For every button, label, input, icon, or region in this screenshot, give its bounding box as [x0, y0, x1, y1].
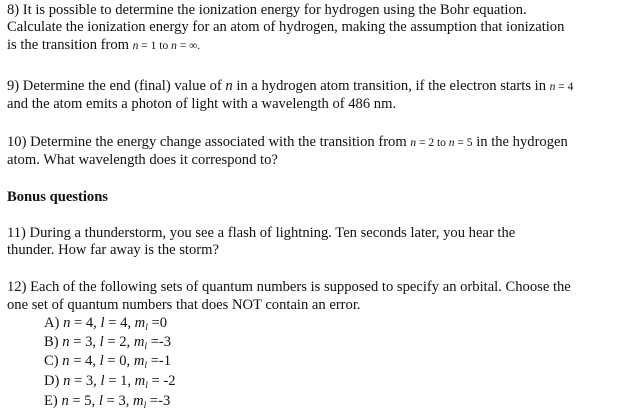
q9-text-2: and the atom emits a photon of light with a wavelength of 486 nm.: [7, 96, 397, 112]
q12-option-a: [44, 315, 167, 336]
option-m-val: =-3: [147, 334, 172, 350]
option-l-val: = 1,: [104, 373, 135, 389]
q10-eq-1: = 2 to: [416, 137, 449, 149]
q11-text-2: thunder. How far away is the storm?: [7, 242, 219, 258]
option-m-subscript: l: [145, 323, 148, 333]
q8-eq-2: = ∞.: [176, 40, 201, 52]
option-n-var: n: [63, 315, 71, 331]
q9-n-var-2: n: [549, 81, 556, 93]
option-label: E): [44, 393, 62, 409]
option-m-var: m: [133, 334, 145, 350]
q10-n-var-2: n: [448, 137, 455, 149]
q8-text-1: 8) It is possible to determine the ionization energy for hydrogen using the Bohr equation.: [7, 2, 527, 18]
q12-line-2: [7, 297, 361, 313]
option-n-var: n: [61, 393, 69, 409]
option-n-var: n: [62, 334, 70, 350]
q11-line-1: [7, 225, 515, 241]
q12-option-d: [44, 373, 176, 394]
option-m-subscript: l: [144, 342, 148, 352]
option-l-var: l: [100, 315, 105, 331]
q12-text-2: one set of quantum numbers that does NOT contain an error.: [7, 297, 361, 313]
q8-text-2: Calculate the ionization energy for an atom of hydrogen, making the assumption that ionization: [7, 19, 565, 35]
q12-option-c: [44, 353, 171, 374]
option-l-val: = 3,: [102, 393, 134, 409]
option-l-val: = 2,: [103, 334, 134, 350]
q8-line-3: [7, 37, 200, 54]
option-m-subscript: l: [144, 361, 148, 371]
option-m-val: =0: [147, 315, 168, 331]
q8-n-var-1: n: [132, 40, 139, 52]
option-n-var: n: [63, 373, 71, 389]
option-m-var: m: [133, 393, 144, 409]
q10-text-2: atom. What wavelength does it correspond to?: [7, 152, 278, 168]
option-n-var: n: [62, 353, 70, 369]
q10-line-2: [7, 152, 278, 168]
q8-transition-math: [133, 40, 201, 52]
q10-text-1a: 10) Determine the energy change associated with the transition from: [7, 134, 411, 150]
option-l-var: l: [100, 373, 105, 389]
q12-option-e: [44, 393, 170, 414]
q12-option-b: [44, 334, 171, 355]
q8-eq-1: = 1 to: [138, 40, 172, 52]
option-n-val: = 3,: [70, 373, 101, 389]
option-label: A): [44, 315, 64, 331]
option-l-val: = 0,: [103, 353, 134, 369]
q9-text-1b: in a hydrogen atom transition, if the electron starts in: [232, 78, 550, 94]
option-l-var: l: [98, 393, 103, 409]
q12-line-1: [7, 279, 571, 295]
option-label: B): [44, 334, 63, 350]
option-n-val: = 4,: [69, 353, 100, 369]
option-l-val: = 4,: [104, 315, 135, 331]
q12-text-1: 12) Each of the following sets of quantum numbers is supposed to specify an orbital. Choose the: [7, 279, 571, 295]
bonus-heading: Bonus questions: [7, 189, 108, 205]
q8-line-1: [7, 2, 527, 18]
option-l-var: l: [99, 334, 104, 350]
q8-text-3: is the transition from: [7, 37, 133, 53]
q8-line-2: [7, 19, 564, 35]
q11-text-1: 11) During a thunderstorm, you see a flash of lightning. Ten seconds later, you hear the: [7, 225, 516, 241]
option-n-val: = 5,: [68, 393, 99, 409]
option-m-var: m: [133, 353, 145, 369]
option-m-var: m: [134, 373, 146, 389]
q8-n-var-2: n: [171, 40, 177, 52]
q10-n-var-1: n: [410, 137, 417, 149]
option-m-subscript: l: [143, 401, 147, 411]
option-n-val: = 3,: [69, 334, 100, 350]
q10-text-1b: in the hydrogen: [472, 134, 568, 150]
option-m-val: =-3: [146, 393, 171, 409]
q9-n-var: n: [225, 78, 233, 94]
option-m-subscript: l: [145, 381, 148, 391]
q9-line-1: [7, 78, 573, 95]
option-m-var: m: [134, 315, 146, 331]
option-l-var: l: [99, 353, 104, 369]
q10-transition-math: [410, 137, 472, 149]
q10-eq-2: = 5: [454, 137, 473, 149]
option-m-val: = -2: [147, 373, 176, 389]
q11-line-2: [7, 242, 219, 258]
q9-start-math: [550, 81, 574, 93]
option-n-val: = 4,: [70, 315, 101, 331]
option-m-val: =-1: [147, 353, 172, 369]
q9-text-1a: 9) Determine the end (final) value of: [7, 78, 226, 94]
q10-line-1: [7, 134, 568, 151]
option-label: D): [44, 373, 64, 389]
q9-eq: = 4: [555, 81, 574, 93]
q9-line-2: [7, 96, 396, 112]
option-label: C): [44, 353, 63, 369]
